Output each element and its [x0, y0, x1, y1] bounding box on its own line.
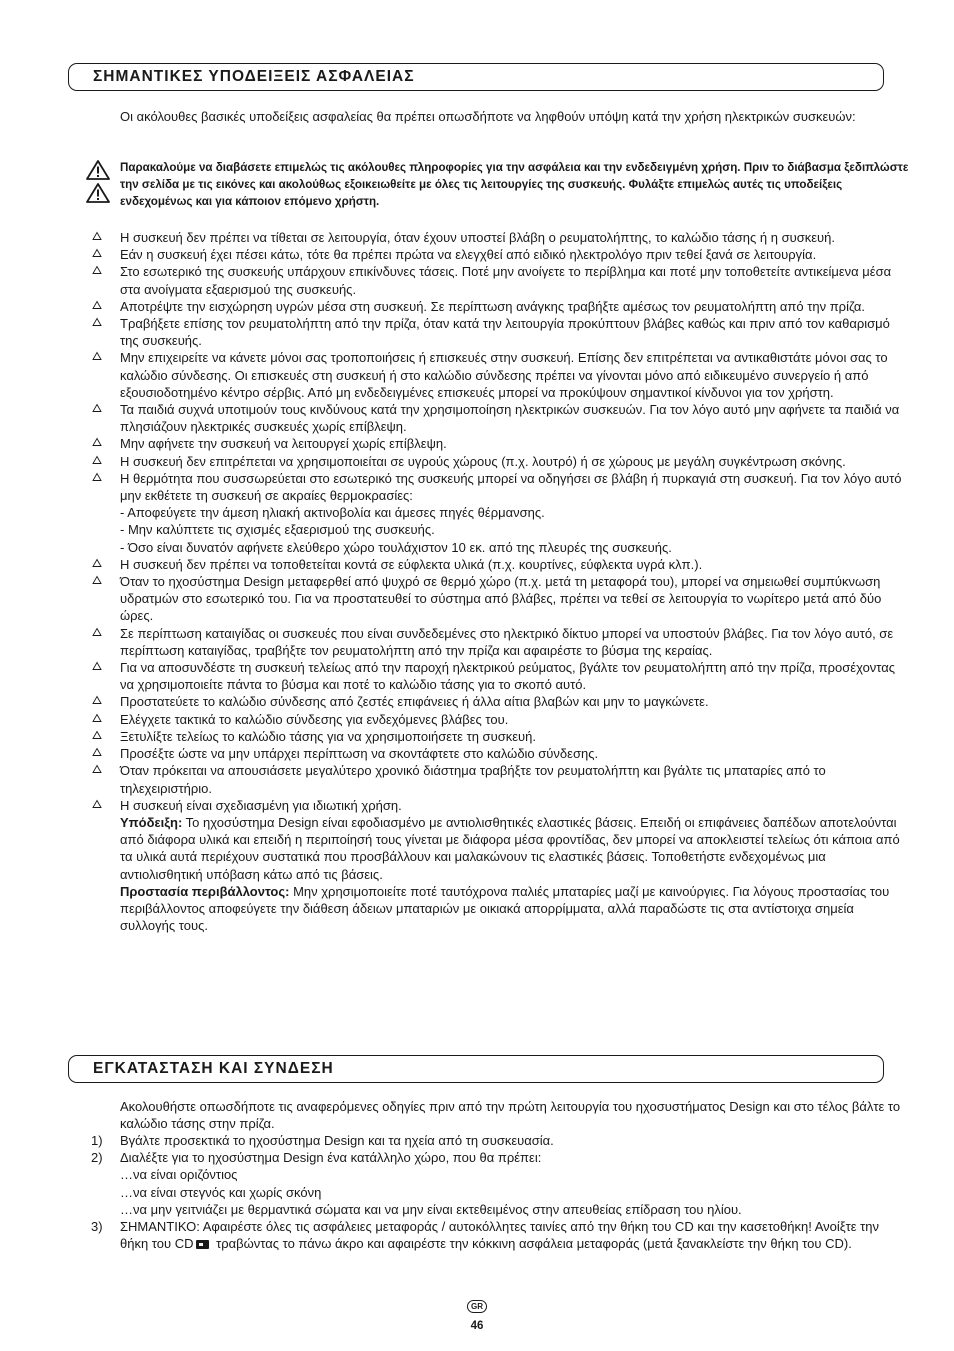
triangle-bullet-icon	[92, 265, 102, 275]
step-number: 3)	[91, 1219, 103, 1235]
safety-item	[0, 556, 906, 573]
triangle-bullet-icon	[92, 231, 102, 241]
step-text-part: τραβώντας το πάνω άκρο και αφαιρέστε την κόκκινη ασφάλεια μεταφοράς (μετά ξανακλείστε την θήκη του CD).	[212, 1236, 852, 1252]
safety-item	[0, 573, 906, 625]
triangle-bullet-icon	[92, 351, 102, 361]
safety-item-text: - Όσο είναι δυνατόν αφήνετε ελεύθερο χώρο τουλάχιστον 10 εκ. από της πλευρές της συσκευής.	[120, 539, 672, 555]
safety-item	[0, 711, 906, 728]
safety-list	[0, 229, 954, 934]
step-text: Διαλέξτε για το ηχοσύστημα Design ένα κατάλληλο χώρο, που θα πρέπει:	[120, 1150, 542, 1166]
triangle-bullet-icon	[92, 695, 102, 705]
safety-item	[0, 263, 906, 297]
triangle-bullet-icon	[92, 661, 102, 671]
triangle-bullet-icon	[92, 764, 102, 774]
warning-icon	[86, 160, 110, 180]
triangle-bullet-icon	[92, 437, 102, 447]
safety-item-text: Η συσκευή είναι σχεδιασμένη για ιδιωτική χρήση.	[120, 797, 402, 813]
triangle-bullet-icon	[92, 472, 102, 482]
safety-item-text: Στο εσωτερικό της συσκευής υπάρχουν επικίνδυνες τάσεις. Ποτέ μην ανοίγετε το περίβλημα και ποτέ μην τοποθετείτε αντικείμενα μέσα στα ανοίγματα εξαερισμού της συσκευής.	[120, 264, 892, 297]
triangle-bullet-icon	[92, 799, 102, 809]
section-header-safety	[68, 63, 884, 91]
installation-intro: Ακολουθήστε οπωσδήποτε τις αναφερόμενες οδηγίες πριν από την πρώτη λειτουργία του ηχοσυστήματος Design και στο τέλος βάλτε το καλώδιο τάσης στην πρίζα.	[120, 1099, 901, 1132]
step-text	[120, 1218, 906, 1252]
triangle-bullet-icon	[92, 248, 102, 258]
safety-item	[0, 298, 906, 315]
safety-item	[0, 246, 906, 263]
section-title: ΣΗΜΑΝΤΙΚΕΣ ΥΠΟΔΕΙΞΕΙΣ ΑΣΦΑΛΕΙΑΣ	[93, 68, 415, 85]
safety-item-text: Μην επιχειρείτε να κάνετε μόνοι σας τροποποιήσεις ή επισκευές στην συσκευή. Επίσης δεν επιτρέπεται να αντικαθιστάτε μόνοι σας το καλώδιο σύνδεσης. Οι επισκευές στη συσκευή ή στο καλώδιο σύνδεσης πρέπει να γίνονται μόνο από ειδικευμένο συνεργείο ή από εξουσιοδοτημένο κέντρο σέρβις. Από μη ενδεδειγμένες επισκευές μπορεί να προκύψουν σημαντικοί κίνδυνοι για τον χρήστη.	[120, 350, 888, 400]
section-header-installation	[68, 1055, 884, 1083]
triangle-bullet-icon	[92, 713, 102, 723]
safety-item	[0, 797, 906, 814]
safety-item-text: Προσέξτε ώστε να μην υπάρχει περίπτωση να σκοντάφτετε στο καλώδιο σύνδεσης.	[120, 746, 599, 762]
triangle-bullet-icon	[92, 300, 102, 310]
note	[0, 814, 906, 883]
triangle-bullet-icon	[92, 558, 102, 568]
note-label: Υπόδειξη:	[120, 814, 183, 830]
triangle-bullet-icon	[92, 403, 102, 413]
step-subline: …να είναι στεγνός και χωρίς σκόνη	[120, 1184, 322, 1200]
safety-item	[0, 401, 906, 435]
safety-item-text: Σε περίπτωση καταιγίδας οι συσκευές που είναι συνδεδεμένες στο ηλεκτρικό δίκτυο μπορεί να υποστούν βλάβες. Για τον λόγο αυτό, σε περίπτωση καταιγίδας, τραβήξτε τον ρευματολήπτη από την πρίζα και αφαιρέστε το βύσμα της κεραίας.	[120, 625, 894, 658]
safety-item-text: Τραβήξετε επίσης τον ρευματολήπτη από την πρίζα, όταν κατά την λειτουργία προκύπτουν βλάβες καθώς και πριν από τον καθαρισμό της συσκευής.	[120, 316, 890, 349]
environment-note	[0, 883, 906, 935]
note-body: Το ηχοσύστημα Design είναι εφοδιασμένο με αντιολισθητικές ελαστικές βάσεις. Επειδή οι επιφάνειες δαπέδων αποτελούνται από διάφορα υλικά και επειδή η περιποίησή τους γίνεται με διάφορα μέσα φροντίδας, δεν μπορεί να αποκλειστεί τελείως ότι κάποια από τα υλικά αυτά περιέχουν συστατικά που προσβάλλουν και μαλακώνουν τις ελαστικές βάσεις. Τοποθετήστε ενδεχομένως μια αντιολισθητική υπόβαση κάτω από τις βάσεις.	[120, 814, 900, 882]
safety-item	[0, 762, 906, 796]
safety-item-text: - Αποφεύγετε την άμεση ηλιακή ακτινοβολία και άμεσες πηγές θέρμανσης.	[120, 505, 545, 521]
safety-item	[0, 349, 906, 401]
safety-item	[0, 453, 906, 470]
safety-item-text: Εάν η συσκευή έχει πέσει κάτω, τότε θα πρέπει πρώτα να ελεγχθεί από ειδικό ηλεκτρολόγο πριν τεθεί ξανά σε λειτουργία.	[120, 247, 817, 263]
safety-item	[0, 435, 906, 452]
cd-eject-icon	[196, 1240, 209, 1249]
triangle-bullet-icon	[92, 730, 102, 740]
safety-item-text: Ξετυλίξτε τελείως το καλώδιο τάσης για να χρησιμοποιήσετε τη συσκευή.	[120, 728, 536, 744]
section-title: ΕΓΚΑΤΑΣΤΑΣΗ ΚΑΙ ΣΥΝΔΕΣΗ	[93, 1060, 334, 1077]
warning-paragraph: Παρακαλούμε να διαβάσετε επιμελώς τις ακόλουθες πληροφορίες για την ασφάλεια και την ενδεδειγμένη χρήση. Πριν το διάβασμα ξεδιπλώστε την σελίδα με τις εικόνες και ακολούθως εξοικειωθείτε με όλες τις λειτουργίες της συσκευής. Φυλάξτε επιμελώς αυτές τις υποδείξεις ενδεχομένως και για κάποιον επόμενο χρήστη.	[120, 161, 909, 208]
safety-item-text: Μην αφήνετε την συσκευή να λειτουργεί χωρίς επίβλεψη.	[120, 436, 447, 452]
triangle-bullet-icon	[92, 575, 102, 585]
intro-paragraph: Οι ακόλουθες βασικές υποδείξεις ασφαλείας θα πρέπει οπωσδήποτε να ληφθούν υπόψη κατά την χρήση ηλεκτρικών συσκευών:	[120, 109, 856, 124]
environment-note-label: Προστασία περιβάλλοντος:	[120, 883, 290, 899]
safety-item-text: - Μην καλύπτετε τις σχισμές εξαερισμού της συσκευής.	[120, 522, 435, 538]
step-number: 2)	[91, 1150, 103, 1166]
step-item	[0, 1132, 906, 1149]
safety-item-text: Όταν το ηχοσύστημα Design μεταφερθεί από ψυχρό σε θερμό χώρο (π.χ. μετά τη μεταφορά του), μπορεί να σημειωθεί συμπύκνωση υδρατμών στο εσωτερικό του. Για να προστατευθεί το σύστημα από βλάβες, πρέπει να τεθεί σε λειτουργία το νωρίτερο μετά από δύο ώρες.	[120, 574, 882, 624]
triangle-bullet-icon	[92, 747, 102, 757]
safety-item-text: Προστατεύετε το καλώδιο σύνδεσης από ζεστές επιφάνειες ή άλλα αίτια βλαβών και μην το μαγκώνετε.	[120, 694, 709, 710]
safety-item-text: Όταν πρόκειται να απουσιάσετε μεγαλύτερο χρονικό διάστημα τραβήξτε τον ρευματολήπτη και βγάλτε τις μπαταρίες από το τηλεχειριστήριο.	[120, 763, 826, 796]
safety-item	[0, 625, 906, 659]
language-badge: GR	[467, 1300, 487, 1313]
safety-item	[0, 229, 906, 246]
environment-note-body: Μην χρησιμοποιείτε ποτέ ταυτόχρονα παλιές μπαταρίες μαζί με καινούργιες. Για λόγους προστασίας του περιβάλλοντος αποφεύγετε την διάθεση άδειων μπαταριών με οικιακά απορρίμματα, αλλά παραδώστε τις στα αντίστοιχα σημεία συλλογής τους.	[120, 883, 890, 934]
step-number: 1)	[91, 1133, 103, 1148]
triangle-bullet-icon	[92, 455, 102, 465]
safety-item-text: Η συσκευή δεν πρέπει να τίθεται σε λειτουργία, όταν έχουν υποστεί βλάβη ο ρευματολήπτης, το καλώδιο τάσης ή η συσκευή.	[120, 230, 835, 245]
safety-item	[0, 659, 906, 693]
triangle-bullet-icon	[92, 627, 102, 637]
installation-steps	[0, 1132, 954, 1252]
step-subline: …να μην γειτνιάζει με θερμαντικά σώματα και να μην είναι εκτεθειμένος στην απευθείας επίδραση του ηλίου.	[120, 1201, 742, 1217]
safety-item	[0, 745, 906, 762]
step-item	[0, 1218, 906, 1252]
triangle-bullet-icon	[92, 317, 102, 327]
step-text: Βγάλτε προσεκτικά το ηχοσύστημα Design και τα ηχεία από τη συσκευασία.	[120, 1133, 554, 1148]
step-subline: …να είναι οριζόντιος	[120, 1167, 238, 1183]
page-number: 46	[470, 1320, 484, 1332]
safety-item	[0, 728, 906, 745]
safety-item-text: Τα παιδιά συχνά υποτιμούν τους κινδύνους κατά την χρησιμοποίηση ηλεκτρικών συσκευών. Για τον λόγο αυτό μην αφήνετε τα παιδιά να πλησιάζουν ηλεκτρικές συσκευές χωρίς επίβλεψη.	[120, 402, 900, 435]
safety-item-text: Αποτρέψτε την εισχώρηση υγρών μέσα στη συσκευή. Σε περίπτωση ανάγκης τραβήξτε αμέσως τον ρευματολήπτη από την πρίζα.	[120, 298, 865, 314]
safety-item-text: Η θερμότητα που συσσωρεύεται στο εσωτερικό της συσκευής μπορεί να οδηγήσει σε βλάβη ή πυρκαγιά στη συσκευή. Για τον λόγο αυτό μην εκθέτετε τη συσκευή σε ακραίες θερμοκρασίες:	[120, 470, 902, 504]
note-text	[120, 814, 906, 883]
step-text-part: ΣΗΜΑΝΤΙΚΟ: Αφαιρέστε όλες τις ασφάλειες μεταφοράς / αυτοκόλλητες ταινίες από την θήκη του CD και την κασετοθήκη! Ανοίξτε την θήκη του CD	[120, 1219, 879, 1252]
safety-item	[0, 693, 906, 710]
safety-item	[0, 470, 906, 556]
warning-icon	[86, 183, 110, 203]
environment-note-text	[120, 883, 906, 935]
safety-item	[0, 315, 906, 349]
safety-item-text: Ελέγχετε τακτικά το καλώδιο σύνδεσης για ενδεχόμενες βλάβες του.	[120, 711, 509, 727]
step-item	[0, 1149, 906, 1218]
safety-item-text: Για να αποσυνδέστε τη συσκευή τελείως από την παροχή ηλεκτρικού ρεύματος, βγάλτε τον ρευματολήπτη από την πρίζα, προσέχοντας να χρησιμοποιείτε πάντα το βύσμα και ποτέ το καλώδιο τάσης για το σκοπό αυτό.	[120, 660, 896, 693]
safety-item-text: Η συσκευή δεν επιτρέπεται να χρησιμοποιείται σε υγρούς χώρους (π.χ. λουτρό) ή σε χώρους με μεγάλη συγκέντρωση σκόνης.	[120, 453, 846, 469]
safety-item-text: Η συσκευή δεν πρέπει να τοποθετείται κοντά σε εύφλεκτα υλικά (π.χ. κουρτίνες, εύφλεκτα υγρά κλπ.).	[120, 556, 703, 572]
